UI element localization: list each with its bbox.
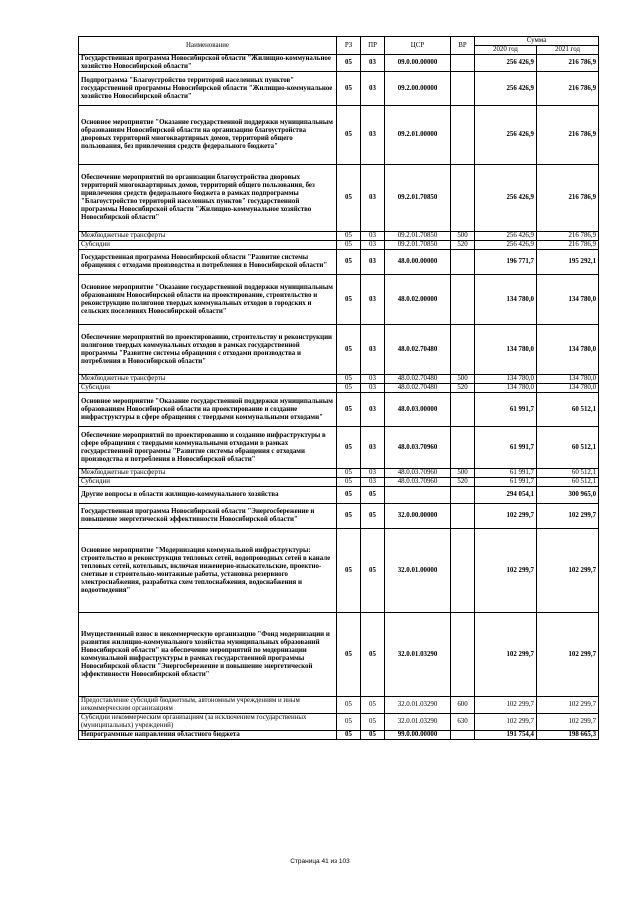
table-row [79,325,599,375]
row-rz-cell: 05 [337,731,361,740]
row-pr-cell: 03 [361,241,385,250]
row-rz-cell: 05 [337,384,361,393]
table-row [79,393,599,427]
row-vr-cell [451,250,475,275]
row-rz-cell: 05 [337,427,361,469]
row-sum-2020-cell: 256 426,9 [475,165,537,232]
row-csr-cell: 09.0.00.00000 [385,55,451,72]
row-rz-cell: 05 [337,478,361,487]
row-name-cell: Субсидии [79,241,337,250]
row-pr-cell: 03 [361,275,385,325]
row-vr-cell [451,55,475,72]
row-pr-cell: 05 [361,504,385,529]
row-csr-cell: 09.2.01.70850 [385,232,451,241]
row-sum-2020-cell: 256 426,9 [475,55,537,72]
row-sum-2021-cell: 216 786,9 [537,72,599,106]
row-sum-2021-cell: 134 780,0 [537,325,599,375]
row-sum-2020-cell: 61 991,7 [475,393,537,427]
header-sum: Сумма [475,37,599,46]
row-pr-cell: 03 [361,427,385,469]
row-rz-cell: 05 [337,241,361,250]
table-row [79,714,599,731]
table-row [79,250,599,275]
row-csr-cell: 09.2.01.70850 [385,241,451,250]
row-name-cell: Межбюджетные трансферты [79,232,337,241]
row-vr-cell [451,487,475,504]
row-sum-2020-cell: 134 780,0 [475,384,537,393]
row-sum-2020-cell: 196 771,7 [475,250,537,275]
row-vr-cell [451,504,475,529]
row-sum-2020-cell: 102 299,7 [475,697,537,714]
row-name-cell: Субсидии некоммерческим организациям (за исключением государственных (муниципальных) учреждений) [79,714,337,731]
row-csr-cell: 32.0.00.00000 [385,504,451,529]
row-csr-cell: 48.0.00.00000 [385,250,451,275]
row-vr-cell: 600 [451,697,475,714]
row-vr-cell [451,427,475,469]
table-row [79,275,599,325]
row-sum-2021-cell: 198 665,3 [537,731,599,740]
row-sum-2020-cell: 61 991,7 [475,478,537,487]
row-csr-cell: 09.2.00.00000 [385,72,451,106]
row-vr-cell [451,731,475,740]
row-sum-2020-cell: 191 754,4 [475,731,537,740]
row-rz-cell: 05 [337,250,361,275]
row-sum-2020-cell: 294 054,1 [475,487,537,504]
table-row [79,384,599,393]
row-sum-2021-cell: 216 786,9 [537,241,599,250]
table-row [79,504,599,529]
row-pr-cell: 05 [361,714,385,731]
row-csr-cell: 48.0.02.70480 [385,384,451,393]
row-vr-cell: 520 [451,384,475,393]
row-rz-cell: 05 [337,165,361,232]
row-name-cell: Государственная программа Новосибирской области "Развитие системы обращения с отходами производства и потребления в Новосибирской области" [79,250,337,275]
header-rz: РЗ [337,37,361,55]
row-csr-cell: 48.0.02.70480 [385,325,451,375]
row-sum-2021-cell: 216 786,9 [537,106,599,165]
row-csr-cell: 48.0.02.00000 [385,275,451,325]
row-vr-cell: 520 [451,241,475,250]
table-row [79,469,599,478]
row-pr-cell: 03 [361,250,385,275]
row-csr-cell: 48.0.03.70960 [385,469,451,478]
row-name-cell: Субсидии [79,478,337,487]
row-pr-cell: 03 [361,325,385,375]
row-name-cell: Основное мероприятие "Модернизация коммунальной инфраструктуры: строительство и реконструкция тепловых сетей, водопроводных сетей в канале тепловых сетей, котельных, включая инженерно-изыскательские, проектно-сметные и строительно-монтажные работы, установка резервного электроснабжения, разработка схем теплоснабжения, водоснабжения и водоотведения" [79,529,337,613]
row-vr-cell [451,529,475,613]
table-row [79,613,599,697]
table-row [79,106,599,165]
table-row [79,232,599,241]
row-rz-cell: 05 [337,55,361,72]
table-row [79,478,599,487]
row-csr-cell: 09.2.01.70850 [385,165,451,232]
table-row [79,165,599,232]
table-row [79,72,599,106]
row-pr-cell: 05 [361,529,385,613]
row-name-cell: Межбюджетные трансферты [79,375,337,384]
row-vr-cell [451,325,475,375]
row-csr-cell: 48.0.03.00000 [385,393,451,427]
table-row [79,241,599,250]
budget-table-container [78,36,598,740]
row-pr-cell: 05 [361,613,385,697]
row-vr-cell [451,275,475,325]
row-rz-cell: 05 [337,529,361,613]
row-rz-cell: 05 [337,613,361,697]
page-footer: Страница 41 из 103 [290,858,350,865]
row-name-cell: Субсидии [79,384,337,393]
row-sum-2020-cell: 61 991,7 [475,469,537,478]
row-sum-2020-cell: 61 991,7 [475,427,537,469]
row-vr-cell: 500 [451,469,475,478]
row-sum-2020-cell: 102 299,7 [475,504,537,529]
row-name-cell: Подпрограмма "Благоустройство территорий населенных пунктов" государственной программы Новосибирской области "Жилищно-коммунальное хозяйство Новосибирской области" [79,72,337,106]
row-vr-cell [451,393,475,427]
row-sum-2020-cell: 256 426,9 [475,72,537,106]
row-rz-cell: 05 [337,504,361,529]
row-sum-2020-cell: 102 299,7 [475,529,537,613]
row-pr-cell: 05 [361,731,385,740]
row-pr-cell: 03 [361,384,385,393]
row-pr-cell: 03 [361,393,385,427]
row-pr-cell: 03 [361,232,385,241]
table-row [79,529,599,613]
row-sum-2020-cell: 256 426,9 [475,106,537,165]
row-pr-cell: 05 [361,697,385,714]
row-name-cell: Обеспечение мероприятий по организации благоустройства дворовых территорий многоквартирных домов, территорий общего пользования, без привлечения средств федерального бюджета в рамках подпрограммы "Благоустройство территорий населенных пунктов" государственной программы Новосибирской области "Жилищно-коммунальное хозяйство Новосибирской области" [79,165,337,232]
row-csr-cell: 32.0.01.00000 [385,529,451,613]
row-name-cell: Межбюджетные трансферты [79,469,337,478]
budget-table [78,36,599,740]
row-sum-2021-cell: 216 786,9 [537,165,599,232]
row-rz-cell: 05 [337,697,361,714]
row-sum-2021-cell: 300 965,0 [537,487,599,504]
row-rz-cell: 05 [337,375,361,384]
row-sum-2021-cell: 102 299,7 [537,697,599,714]
row-vr-cell: 500 [451,232,475,241]
row-csr-cell: 48.0.02.70480 [385,375,451,384]
row-rz-cell: 05 [337,325,361,375]
row-sum-2021-cell: 134 780,0 [537,384,599,393]
row-sum-2021-cell: 195 292,1 [537,250,599,275]
table-body [79,55,599,740]
row-csr-cell: 48.0.03.70960 [385,478,451,487]
table-row [79,375,599,384]
table-row [79,731,599,740]
row-name-cell: Непрограммные направления областного бюджета [79,731,337,740]
row-name-cell: Основное мероприятие "Оказание государственной поддержки муниципальным образованиям Новосибирской области на проектирование, строительство и реконструкцию полигонов твердых коммунальных отходов в городских и сельских поселениях Новосибирской области" [79,275,337,325]
row-csr-cell: 32.0.01.03290 [385,613,451,697]
row-name-cell: Основное мероприятие "Оказание государственной поддержки муниципальным образованиям Новосибирской области на организацию благоустройства дворовых территорий многоквартирных домов, территорий общего пользования, без привлечения средств федерального бюджета" [79,106,337,165]
row-pr-cell: 03 [361,72,385,106]
row-vr-cell [451,106,475,165]
row-name-cell: Государственная программа Новосибирской области "Энергосбережение и повышение энергетической эффективности Новосибирской области" [79,504,337,529]
row-pr-cell: 03 [361,375,385,384]
row-rz-cell: 05 [337,275,361,325]
row-sum-2020-cell: 134 780,0 [475,375,537,384]
row-vr-cell [451,72,475,106]
row-name-cell: Другие вопросы в области жилищно-коммунального хозяйства [79,487,337,504]
header-year-2020: 2020 год [475,46,537,55]
row-rz-cell: 05 [337,72,361,106]
header-name: Наименование [79,37,337,55]
header-year-2021: 2021 год [537,46,599,55]
row-vr-cell: 500 [451,375,475,384]
row-sum-2020-cell: 102 299,7 [475,613,537,697]
row-name-cell: Имущественный взнос в некоммерческую организацию "Фонд модернизации и развития жилищно-коммунального хозяйства муниципальных образований Новосибирской области" на обеспечение мероприятий по модернизации коммунальной инфраструктуры в рамках государственной программы Новосибирской области "Энергосбережение и повышение энергетической эффективности Новосибирской области" [79,613,337,697]
row-rz-cell: 05 [337,232,361,241]
row-sum-2021-cell: 102 299,7 [537,613,599,697]
row-csr-cell [385,487,451,504]
row-vr-cell: 520 [451,478,475,487]
row-name-cell: Основное мероприятие "Оказание государственной поддержки муниципальным образованиям Новосибирской области на проектирование и создание инфраструктуры в сфере обращения с твердыми коммунальными отходами" [79,393,337,427]
table-row [79,697,599,714]
row-vr-cell [451,165,475,232]
row-vr-cell [451,613,475,697]
row-sum-2021-cell: 134 780,0 [537,375,599,384]
row-rz-cell: 05 [337,714,361,731]
row-sum-2021-cell: 60 512,1 [537,393,599,427]
row-sum-2020-cell: 256 426,9 [475,241,537,250]
row-sum-2021-cell: 60 512,1 [537,478,599,487]
row-sum-2020-cell: 102 299,7 [475,714,537,731]
row-rz-cell: 05 [337,393,361,427]
row-name-cell: Обеспечение мероприятий по проектированию, строительству и реконструкции полигонов твердых коммунальных отходов в рамках государственной программы "Развитие системы обращения с отходами производства и потребления в Новосибирской области" [79,325,337,375]
row-csr-cell: 09.2.01.00000 [385,106,451,165]
row-csr-cell: 99.0.00.00000 [385,731,451,740]
header-vr: ВР [451,37,475,55]
row-sum-2020-cell: 256 426,9 [475,232,537,241]
table-row [79,487,599,504]
header-pr: ПР [361,37,385,55]
row-sum-2021-cell: 216 786,9 [537,55,599,72]
row-sum-2021-cell: 60 512,1 [537,469,599,478]
row-sum-2021-cell: 134 780,0 [537,275,599,325]
row-sum-2021-cell: 60 512,1 [537,427,599,469]
row-rz-cell: 05 [337,469,361,478]
row-csr-cell: 32.0.01.03290 [385,714,451,731]
row-pr-cell: 03 [361,165,385,232]
table-row [79,427,599,469]
row-name-cell: Государственная программа Новосибирской области "Жилищно-коммунальное хозяйство Новосибирской области" [79,55,337,72]
row-vr-cell: 630 [451,714,475,731]
row-sum-2020-cell: 134 780,0 [475,325,537,375]
row-rz-cell: 05 [337,487,361,504]
row-name-cell: Обеспечение мероприятий по проектированию и созданию инфраструктуры в сфере обращения с твердыми коммунальными отходами в рамках государственной программы "Развитие системы обращения с отходами производства и потребления в Новосибирской области" [79,427,337,469]
row-pr-cell: 05 [361,487,385,504]
table-row [79,55,599,72]
row-pr-cell: 03 [361,478,385,487]
row-sum-2021-cell: 102 299,7 [537,714,599,731]
row-pr-cell: 03 [361,55,385,72]
row-sum-2021-cell: 102 299,7 [537,504,599,529]
row-csr-cell: 32.0.01.03290 [385,697,451,714]
row-pr-cell: 03 [361,106,385,165]
row-name-cell: Предоставление субсидий бюджетным, автономным учреждениям и иным некоммерческим организациям [79,697,337,714]
row-sum-2021-cell: 216 786,9 [537,232,599,241]
row-csr-cell: 48.0.03.70960 [385,427,451,469]
row-rz-cell: 05 [337,106,361,165]
row-sum-2020-cell: 134 780,0 [475,275,537,325]
header-csr: ЦСР [385,37,451,55]
row-pr-cell: 03 [361,469,385,478]
row-sum-2021-cell: 102 299,7 [537,529,599,613]
